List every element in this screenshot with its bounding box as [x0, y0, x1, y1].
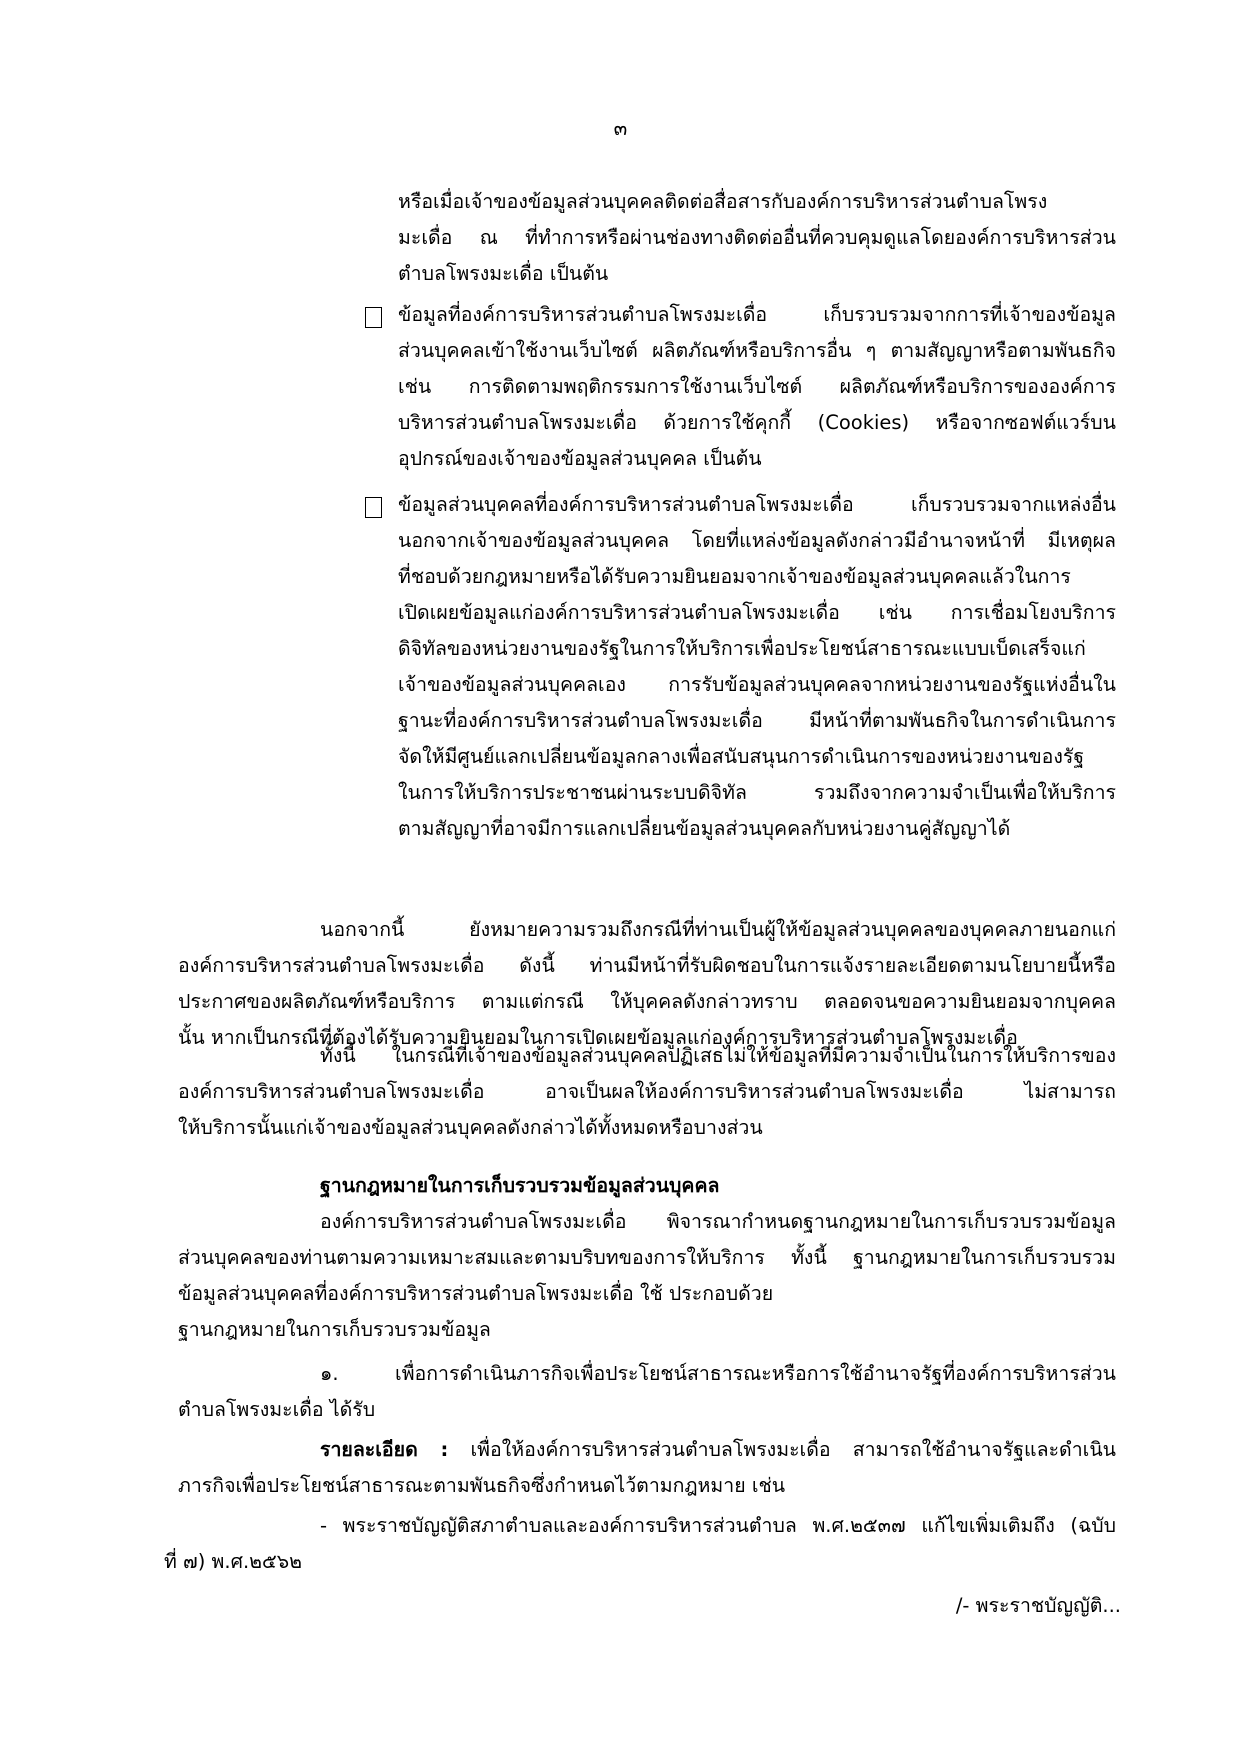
- text-line: ประกาศของผลิตภัณฑ์หรือบริการ ตามแต่กรณี ให้บุคคลดังกล่าวทราบ ตลอดจนขอความยินยอมจากบุคคล: [178, 990, 1116, 1013]
- text-line: ตำบลโพรงมะเดื่อ ได้รับ: [178, 1398, 376, 1421]
- next-page-indicator: /- พระราชบัญญัติ...: [955, 1594, 1121, 1617]
- law-reference: [164, 1508, 1116, 1580]
- text-line: ส่วนบุคคลเข้าใช้งานเว็บไซต์ ผลิตภัณฑ์หรือบริการอื่น ๆ ตามสัญญาหรือตามพันธกิจ: [398, 339, 1116, 362]
- text-line: องค์การบริหารส่วนตำบลโพรงมะเดื่อ อาจเป็นผลให้องค์การบริหารส่วนตำบลโพรงมะเดื่อ ไม่สามารถ: [178, 1080, 1116, 1103]
- text-line: เปิดเผยข้อมูลแก่องค์การบริหารส่วนตำบลโพรงมะเดื่อ เช่น การเชื่อมโยงบริการ: [398, 601, 1116, 624]
- text-line: เช่น การติดตามพฤติกรรมการใช้งานเว็บไซต์ ผลิตภัณฑ์หรือบริการขององค์การ: [398, 375, 1116, 398]
- check-item-cookies: [398, 297, 1116, 477]
- text-line: ส่วนบุคคลของท่านตามความเหมาะสมและตามบริบทของการให้บริการ ทั้งนี้ ฐานกฎหมายในการเก็บรวบรวม: [178, 1246, 1116, 1269]
- text-line: องค์การบริหารส่วนตำบลโพรงมะเดื่อ พิจารณากำหนดฐานกฎหมายในการเก็บรวบรวมข้อมูล: [320, 1210, 1116, 1233]
- text-line: เจ้าของข้อมูลส่วนบุคคลเอง การรับข้อมูลส่วนบุคคลจากหน่วยงานของรัฐแห่งอื่นใน: [398, 673, 1116, 696]
- text-line: - พระราชบัญญัติสภาตำบลและองค์การบริหารส่วนตำบล พ.ศ.๒๕๓๗ แก้ไขเพิ่มเติมถึง (ฉบับ: [320, 1514, 1116, 1537]
- text-line: [178, 1432, 1116, 1468]
- text-line: ข้อมูลที่องค์การบริหารส่วนตำบลโพรงมะเดื่อ เก็บรวบรวมจากการที่เจ้าของข้อมูล: [398, 303, 1116, 326]
- checkbox-icon[interactable]: [365, 497, 382, 518]
- text-line: ที่ ๗) พ.ศ.๒๕๖๒: [164, 1550, 302, 1573]
- text-line: ข้อมูลส่วนบุคคลที่องค์การบริหารส่วนตำบลโพรงมะเดื่อ เก็บรวบรวมจากแหล่งอื่น: [398, 493, 1116, 516]
- detail-text: เพื่อให้องค์การบริหารส่วนตำบลโพรงมะเดื่อ สามารถใช้อำนาจรัฐและดำเนิน: [448, 1438, 1116, 1461]
- paragraph-legal-basis: [178, 1204, 1116, 1348]
- text-line: ที่ชอบด้วยกฎหมายหรือได้รับความยินยอมจากเจ้าของข้อมูลส่วนบุคคลแล้วในการ: [398, 565, 1071, 588]
- paragraph-refusal: [178, 1038, 1116, 1146]
- text-line: ๑. เพื่อการดำเนินภารกิจเพื่อประโยชน์สาธารณะหรือการใช้อำนาจรัฐที่องค์การบริหารส่วน: [320, 1362, 1116, 1385]
- text-line: ตามสัญญาที่อาจมีการแลกเปลี่ยนข้อมูลส่วนบุคคลกับหน่วยงานคู่สัญญาได้: [398, 817, 1011, 840]
- detail-label: รายละเอียด :: [320, 1438, 449, 1461]
- text-line: ฐานกฎหมายในการเก็บรวบรวมข้อมูล: [178, 1318, 491, 1341]
- text-line: อุปกรณ์ของเจ้าของข้อมูลส่วนบุคคล เป็นต้น: [398, 447, 762, 470]
- text-line: นอกจากนี้ ยังหมายความรวมถึงกรณีที่ท่านเป็นผู้ให้ข้อมูลส่วนบุคคลของบุคคลภายนอกแก่: [320, 918, 1116, 941]
- text-line: ให้บริการนั้นแก่เจ้าของข้อมูลส่วนบุคคลดังกล่าวได้ทั้งหมดหรือบางส่วน: [178, 1116, 763, 1139]
- checkbox-icon[interactable]: [365, 307, 382, 328]
- text-line: นอกจากเจ้าของข้อมูลส่วนบุคคล โดยที่แหล่งข้อมูลดังกล่าวมีอำนาจหน้าที่ มีเหตุผล: [398, 529, 1116, 552]
- text-line: ทั้งนี้ ในกรณีที่เจ้าของข้อมูลส่วนบุคคลปฏิเสธไม่ให้ข้อมูลที่มีความจำเป็นในการให้บริการของ: [320, 1044, 1116, 1067]
- text-line: จัดให้มีศูนย์แลกเปลี่ยนข้อมูลกลางเพื่อสนับสนุนการดำเนินการของหน่วยงานของรัฐ: [398, 745, 1085, 768]
- text-line: ในการให้บริการประชาชนผ่านระบบดิจิทัล รวมถึงจากความจำเป็นเพื่อให้บริการ: [398, 781, 1116, 804]
- page-number: ๓: [613, 116, 628, 140]
- text-line: นั้น หากเป็นกรณีที่ต้องได้รับความยินยอมในการเปิดเผยข้อมูลแก่องค์การบริหารส่วนตำบลโพรงมะเดื่อ: [178, 1026, 1018, 1049]
- text-line: องค์การบริหารส่วนตำบลโพรงมะเดื่อ ดังนี้ ท่านมีหน้าที่รับผิดชอบในการแจ้งรายละเอียดตามนโยบายนี้หรือ: [178, 954, 1116, 977]
- text-line: ภารกิจเพื่อประโยชน์สาธารณะตามพันธกิจซึ่งกำหนดไว้ตามกฎหมาย เช่น: [178, 1474, 786, 1497]
- text-line: หรือเมื่อเจ้าของข้อมูลส่วนบุคคลติดต่อสื่อสารกับองค์การบริหารส่วนตำบลโพรง: [398, 190, 1048, 213]
- intro-continuation: [398, 184, 1116, 292]
- paragraph-third-party: [178, 912, 1116, 1056]
- text-line: มะเดื่อ ณ ที่ทำการหรือผ่านช่องทางติดต่ออื่นที่ควบคุมดูแลโดยองค์การบริหารส่วน: [398, 226, 1116, 249]
- section-heading: ฐานกฎหมายในการเก็บรวบรวมข้อมูลส่วนบุคคล: [320, 1174, 720, 1197]
- basis-item-1: [178, 1356, 1116, 1428]
- text-line: บริหารส่วนตำบลโพรงมะเดื่อ ด้วยการใช้คุกกี้ (Cookies) หรือจากซอฟต์แวร์บน: [398, 411, 1116, 434]
- check-item-other-sources: [398, 487, 1116, 847]
- text-line: ข้อมูลส่วนบุคคลที่องค์การบริหารส่วนตำบลโพรงมะเดื่อ ใช้ ประกอบด้วย: [178, 1282, 774, 1305]
- basis-item-1-detail: [178, 1432, 1116, 1504]
- text-line: ตำบลโพรงมะเดื่อ เป็นต้น: [398, 262, 609, 285]
- text-line: ฐานะที่องค์การบริหารส่วนตำบลโพรงมะเดื่อ มีหน้าที่ตามพันธกิจในการดำเนินการ: [398, 709, 1116, 732]
- text-line: ดิจิทัลของหน่วยงานของรัฐในการให้บริการเพื่อประโยชน์สาธารณะแบบเบ็ดเสร็จแก่: [398, 637, 1086, 660]
